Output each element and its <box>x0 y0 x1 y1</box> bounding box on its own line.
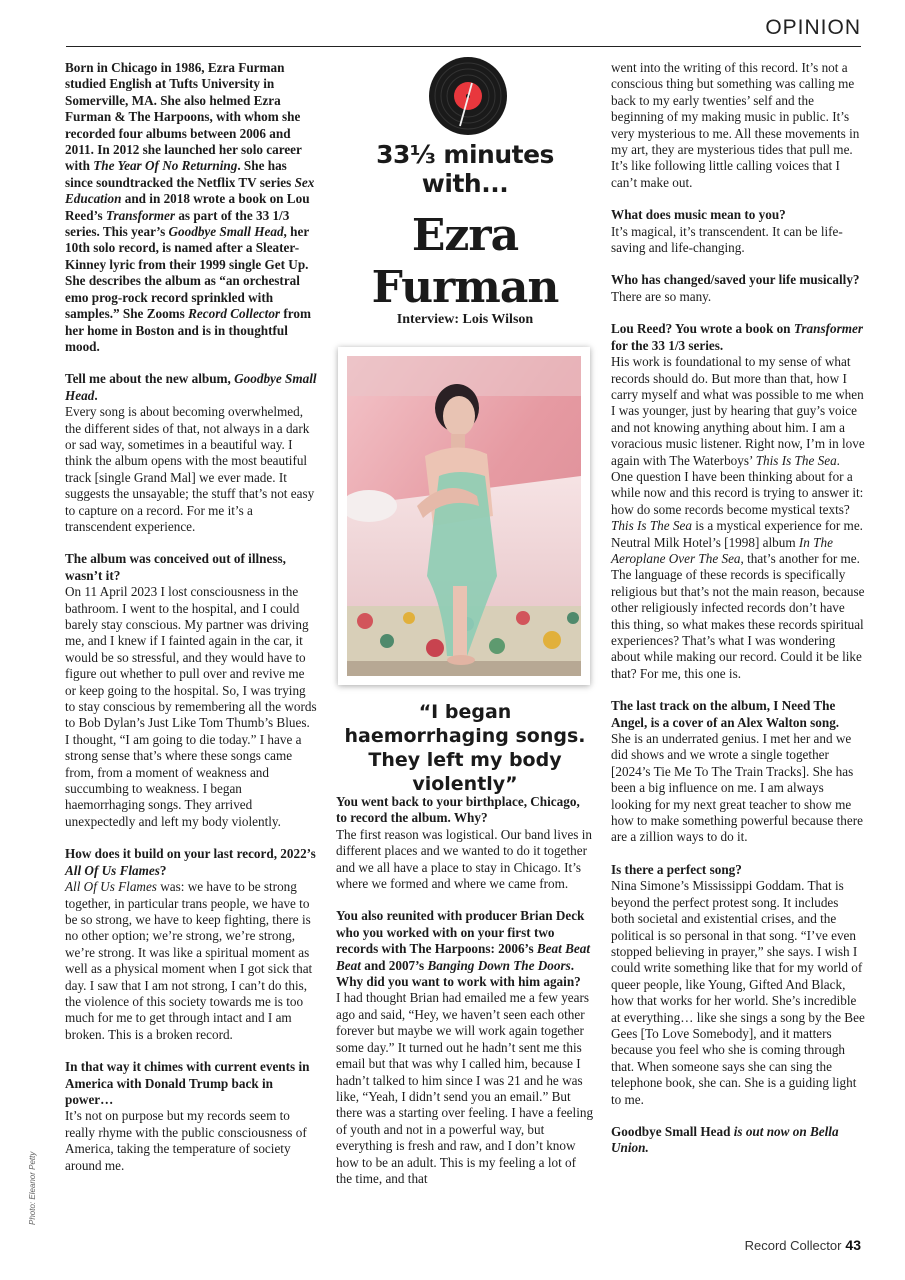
intro-text: from her home in Boston and is in thoughtful mood. <box>65 306 311 354</box>
top-rule <box>66 46 861 47</box>
answer: She is an underrated genius. I met her and we did shows and we wrote a single together [2024’s Tie Me To The Train Tracks]. She has been a big influence on me. I am always looking for my next great teacher to show me how to make something powerful because there are a zillion ways to do it. <box>611 731 863 845</box>
name-line: Furman <box>371 262 559 313</box>
answer: It’s magical, it’s transcendent. It can be life-saving and life-changing. <box>611 223 843 256</box>
answer: went into the writing of this record. It’s not a conscious thing but something was calling me back to my early twenties’ self and the beginning of my making music in public. It’s very mysterious to me. All these movements in my art, they are mysterious tides that pull me. It’s like following little calling voices that I can’t make out. <box>611 60 860 190</box>
answer: All Of Us Flames was: we have to be strong together, in particular trans people, we have to be so strong, we have to keep fighting, there is no other option; we’re strong, we’re strong, we’re strong. It was like a spiritual moment as well as a physical moment when I got sick that day. I saw that I am not strong, I can’t do this, the violence of this society towards me is too much for me to get through intact and I am broken. This is a broken record. <box>65 879 313 1042</box>
qa-block <box>611 321 865 682</box>
qa-block <box>65 1059 317 1174</box>
column-1 <box>65 60 317 1190</box>
qa-block <box>65 551 317 830</box>
question: In that way it chimes with current events in America with Donald Trump back in power… <box>65 1059 310 1107</box>
intro-title: Record Collector <box>188 306 281 322</box>
portrait-photo <box>347 356 581 676</box>
answer: Every song is about becoming overwhelmed, the different sides of that, not always in a dark or sad way, sometimes in a beautiful way. I think the album opens with the most beautiful track [single Grand Mal] we ever made. It suggests the unsayable; the stuff that’s not easy to capture on a record. For me it’s a transcendent experience. <box>65 404 315 534</box>
photo-frame <box>338 347 590 685</box>
question: You also reunited with producer Brian Deck who you worked with on your first two records with The Harpoons: 2006’s Beat Beat Beat and 2007’s Banging Down The Doors. Why did you want to work with him again? <box>336 908 590 990</box>
name-line: Ezra <box>411 210 519 261</box>
headline-name <box>336 210 594 314</box>
page-number: 43 <box>845 1237 861 1253</box>
photo-credit: Photo: Eleanor Petty <box>28 1151 37 1225</box>
intro-title: Sex Education <box>65 174 315 207</box>
question: How does it build on your last record, 2022’s All Of Us Flames? <box>65 846 316 878</box>
headline-kicker <box>336 140 594 198</box>
answer: There are so many. <box>611 288 712 304</box>
question: Tell me about the new album, Goodbye Small Head. <box>65 371 317 403</box>
page-footer <box>745 1237 861 1253</box>
qa-block <box>336 794 594 892</box>
kicker-line: 33⅓ minutes <box>376 140 554 169</box>
section-label: OPINION <box>765 16 861 39</box>
pull-quote: “I began haemorrhaging songs. They left my body violently” <box>344 701 586 795</box>
answer: On 11 April 2023 I lost consciousness in the bathroom. I went to the hospital, and I could barely stay conscious. My partner was driving me, and I knew if I fainted again in the car, it would be so stressful, and they would have to figure out whether to pull over and revive me or keep going to the hospital. So, I was trying to stay conscious by remembering all the words to Bob Dylan’s Just Like Tom Thumb’s Blues. I thought, “I am going to die today.” I have a strong sense that’s where these songs came from, from a moment of weakness and succumbing to weakness. I began haemorrhaging songs. They arrived unexpectedly and left my body violently. <box>65 584 317 829</box>
intro-text: and in 2018 wrote a book on Lou Reed’s <box>65 191 310 223</box>
question: The album was conceived out of illness, wasn’t it? <box>65 551 286 583</box>
answer: The first reason was logistical. Our band lives in different places and we wanted to do it together and we all have a place to stay in Chicago. It’s where we formed and where we came from. <box>336 826 592 892</box>
intro-title: Transformer <box>105 207 176 223</box>
intro-text: , her 10th solo record, is named after a Sleater-Kinney lyric from their 1999 single Get Up. She describes the album as “an orchestral emo prog-rock record sprinkled with samples.” She Zooms <box>65 224 309 322</box>
answer: His work is foundational to my sense of what records should do. But more than that, how I carry myself and what was possible to me when I was younger, just by hearing that guy’s voice and not knowing anything about him. I am a voracious music listener. Right now, I’m in love again with The Waterboys’ This Is The Sea. One question I have been thinking about for a while now and this record is trying to answer it: how do some records become mystical texts? This Is The Sea is a mystical experience for me. Neutral Milk Hotel’s [1998] album In The Aeroplane Over The Sea, that’s another for me. The language of these records is specifically religious but that’s not the main reason, because other religiously infected records don’t have this thing, so what makes these records spiritual experiences? That’s what I was wondering about while making our record. Could it be like that? For me, this one is. <box>611 354 865 681</box>
answer: Nina Simone’s Mississippi Goddam. That is beyond the perfect protest song. It includes both societal and existential crises, and the political is so personal in that song. “I’ve even stopped believing in prayer,” she says. I wish I could write something like that for my world of queer people, like Young, Gifted And Black, how that works for her world. She’s incredible at everything… like she sings a song by the Bee Gees [To Love Somebody], and it matters because you feel who she is coming through that. When someone says she can sing the telephone book, she can. She is a guiding light to me. <box>611 878 865 1107</box>
qa-block <box>611 862 865 1108</box>
magazine-name: Record Collector <box>744 1238 842 1253</box>
question: You went back to your birthplace, Chicago, to record the album. Why? <box>336 794 580 826</box>
column-2 <box>336 794 594 1203</box>
qa-block <box>65 371 317 535</box>
byline: Interview: Lois Wilson <box>396 312 534 327</box>
outro: Goodbye Small Head is out now on Bella Union. <box>611 1123 839 1156</box>
kicker-line: with... <box>421 169 509 198</box>
intro-title: The Year Of No Returning <box>93 158 238 174</box>
question: Is there a perfect song? <box>611 861 742 877</box>
qa-block <box>336 908 594 1187</box>
question: Lou Reed? You wrote a book on Transformer for the 33 1/3 series. <box>611 321 863 353</box>
answer: It’s not on purpose but my records seem to really rhyme with the public consciousness of America, taking the temperature of society around me. <box>65 1108 307 1173</box>
question: The last track on the album, I Need The Angel, is a cover of an Alex Walton song. <box>611 698 840 730</box>
qa-block <box>65 846 317 1043</box>
intro-text: as part of the 33 1/3 series. This year’s <box>65 207 290 240</box>
intro-paragraph <box>65 60 317 355</box>
qa-block <box>611 698 865 846</box>
question: What does music mean to you? <box>611 207 786 223</box>
vinyl-record-icon <box>428 56 508 136</box>
qa-block <box>611 272 865 305</box>
intro-text: . She has since soundtracked the Netflix TV series <box>65 158 295 190</box>
intro-title: Goodbye Small Head <box>168 224 284 240</box>
answer: I had thought Brian had emailed me a few years ago and said, “Hey, we haven’t seen each other forever but maybe we will work again together some day.” It turned out he hadn’t sent me this email but that was why I called him, because I hadn’t talked to him since I was 21 and he was like, “Yeah, I didn’t send you an email.” But there was a starting over feeling. I have a feeling of youth and not in a powerful way, but everything is fresh and raw, and I don’t know how to be an adult. This is my feeling a lot of the time, and that <box>336 990 594 1186</box>
question: Who has changed/saved your life musically? <box>611 272 860 288</box>
qa-block <box>611 207 865 256</box>
column-3 <box>611 60 865 1173</box>
intro-text: Born in Chicago in 1986, Ezra Furman studied English at Tufts University in Somerville, MA. She also helmed Ezra Furman & The Harpoons, with whom she recorded four albums between 2006 and 2011. In 2012 she launched her solo career with <box>65 60 302 174</box>
